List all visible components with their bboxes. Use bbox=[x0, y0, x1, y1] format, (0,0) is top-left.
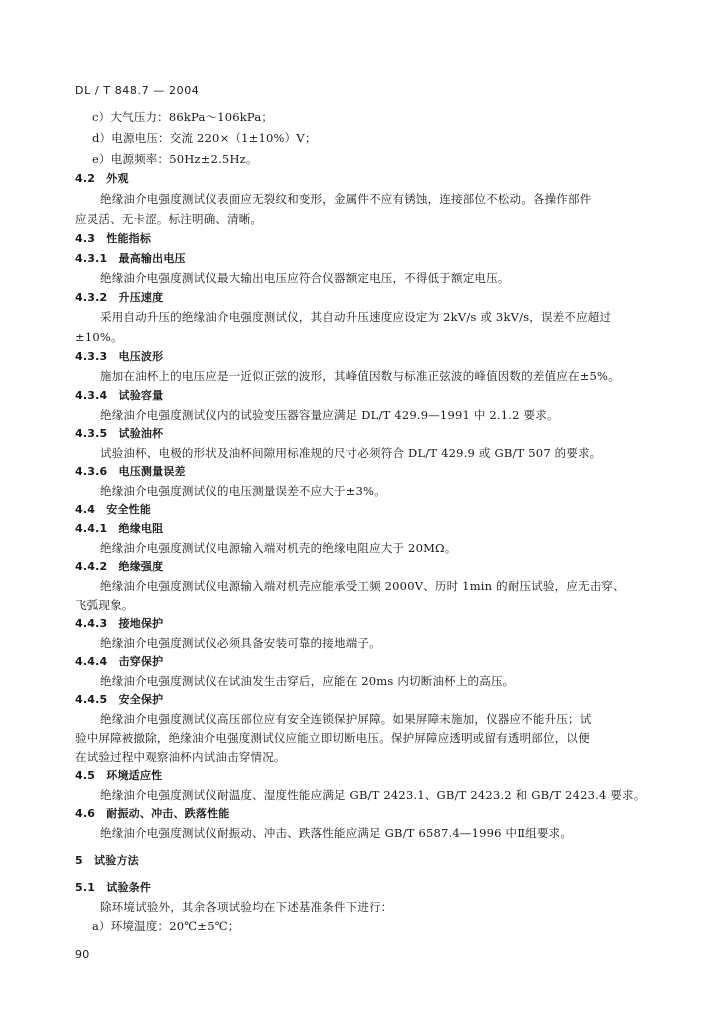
paragraph-line: 绝缘油介电强度测试仪电源输入端对机壳的绝缘电阻应大于 20MΩ。 bbox=[100, 541, 457, 555]
section-heading: 4.4.1 绝缘电阻 bbox=[75, 522, 164, 535]
paragraph-line: ±10%。 bbox=[75, 330, 123, 344]
paragraph-line: 采用自动升压的绝缘油介电强度测试仪，其自动升压速度应设定为 2kV/s 或 3kV/s，误差不应超过 bbox=[100, 310, 612, 324]
section-heading: 4.3.6 电压测量误差 bbox=[75, 465, 186, 478]
section-heading: 4.2 外观 bbox=[75, 172, 129, 185]
paragraph-line: 绝缘油介电强度测试仪必须具备安装可靠的接地端子。 bbox=[100, 636, 381, 650]
chapter-heading: 5 试验方法 bbox=[75, 854, 139, 867]
section-heading: 4.6 耐振动、冲击、跌落性能 bbox=[75, 807, 230, 820]
section-heading: 4.4.3 接地保护 bbox=[75, 617, 164, 630]
section-heading: 4.3.4 试验容量 bbox=[75, 389, 164, 402]
document-code-header: DL / T 848.7 — 2004 bbox=[75, 84, 200, 97]
list-item: a）环境温度：20℃±5℃； bbox=[92, 919, 240, 933]
paragraph-line: 绝缘油介电强度测试仪的电压测量误差不应大于±3%。 bbox=[100, 484, 386, 498]
section-heading: 4.4.4 击穿保护 bbox=[75, 655, 164, 668]
section-heading: 4.3.3 电压波形 bbox=[75, 350, 164, 363]
paragraph-line: 绝缘油介电强度测试仪耐振动、冲击、跌落性能应满足 GB/T 6587.4—1996 中Ⅱ组要求。 bbox=[100, 826, 573, 840]
section-heading: 4.3.5 试验油杯 bbox=[75, 427, 164, 440]
paragraph-line: 在试验过程中观察油杯内试油击穿情况。 bbox=[75, 750, 286, 764]
paragraph-line: 绝缘油介电强度测试仪在试油发生击穿后，应能在 20ms 内切断油杯上的高压。 bbox=[100, 674, 515, 688]
section-heading: 4.3 性能指标 bbox=[75, 232, 152, 245]
paragraph-line: 除环境试验外，其余各项试验均在下述基准条件下进行： bbox=[100, 900, 393, 914]
paragraph-line: 绝缘油介电强度测试仪高压部位应有安全连锁保护屏障。如果屏障未施加，仪器应不能升压；试 bbox=[100, 712, 592, 726]
paragraph-line: 绝缘油介电强度测试仪电源输入端对机壳应能承受工频 2000V、历时 1min 的耐压试验，应无击穿、 bbox=[100, 579, 625, 593]
section-heading: 5.1 试验条件 bbox=[75, 881, 152, 894]
section-heading: 4.3.1 最高输出电压 bbox=[75, 252, 186, 265]
list-item: c）大气压力：86kPa～106kPa； bbox=[92, 110, 274, 124]
section-heading: 4.4 安全性能 bbox=[75, 503, 152, 516]
section-heading: 4.3.2 升压速度 bbox=[75, 291, 164, 304]
paragraph-line: 飞弧现象。 bbox=[75, 598, 134, 612]
page-number: 90 bbox=[75, 948, 90, 961]
paragraph-line: 绝缘油介电强度测试仪最大输出电压应符合仪器额定电压，不得低于额定电压。 bbox=[100, 271, 510, 285]
paragraph-line: 绝缘油介电强度测试仪耐温度、湿度性能应满足 GB/T 2423.1、GB/T 2423.2 和 GB/T 2423.4 要求。 bbox=[100, 788, 646, 802]
section-heading: 4.5 环境适应性 bbox=[75, 769, 163, 782]
section-heading: 4.4.5 安全保护 bbox=[75, 693, 164, 706]
section-heading: 4.4.2 绝缘强度 bbox=[75, 560, 164, 573]
list-item: e）电源频率：50Hz±2.5Hz。 bbox=[92, 152, 258, 166]
paragraph-line: 应灵活、无卡涩。标注明确、清晰。 bbox=[75, 212, 263, 226]
paragraph-line: 绝缘油介电强度测试仪表面应无裂纹和变形，金属件不应有锈蚀，连接部位不松动。各操作部件 bbox=[100, 192, 592, 206]
paragraph-line: 试验油杯、电极的形状及油杯间隙用标准规的尺寸必须符合 DL/T 429.9 或 GB/T 507 的要求。 bbox=[100, 446, 602, 460]
list-item: d）电源电压：交流 220×（1±10%）V； bbox=[92, 131, 317, 145]
paragraph-line: 施加在油杯上的电压应是一近似正弦的波形，其峰值因数与标准正弦波的峰值因数的差值应在±5%。 bbox=[100, 369, 620, 383]
paragraph-line: 验中屏障被撤除，绝缘油介电强度测试仪应能立即切断电压。保护屏障应透明或留有透明部位，以便 bbox=[75, 731, 590, 745]
paragraph-line: 绝缘油介电强度测试仪内的试验变压器容量应满足 DL/T 429.9—1991 中 2.1.2 要求。 bbox=[100, 408, 559, 422]
